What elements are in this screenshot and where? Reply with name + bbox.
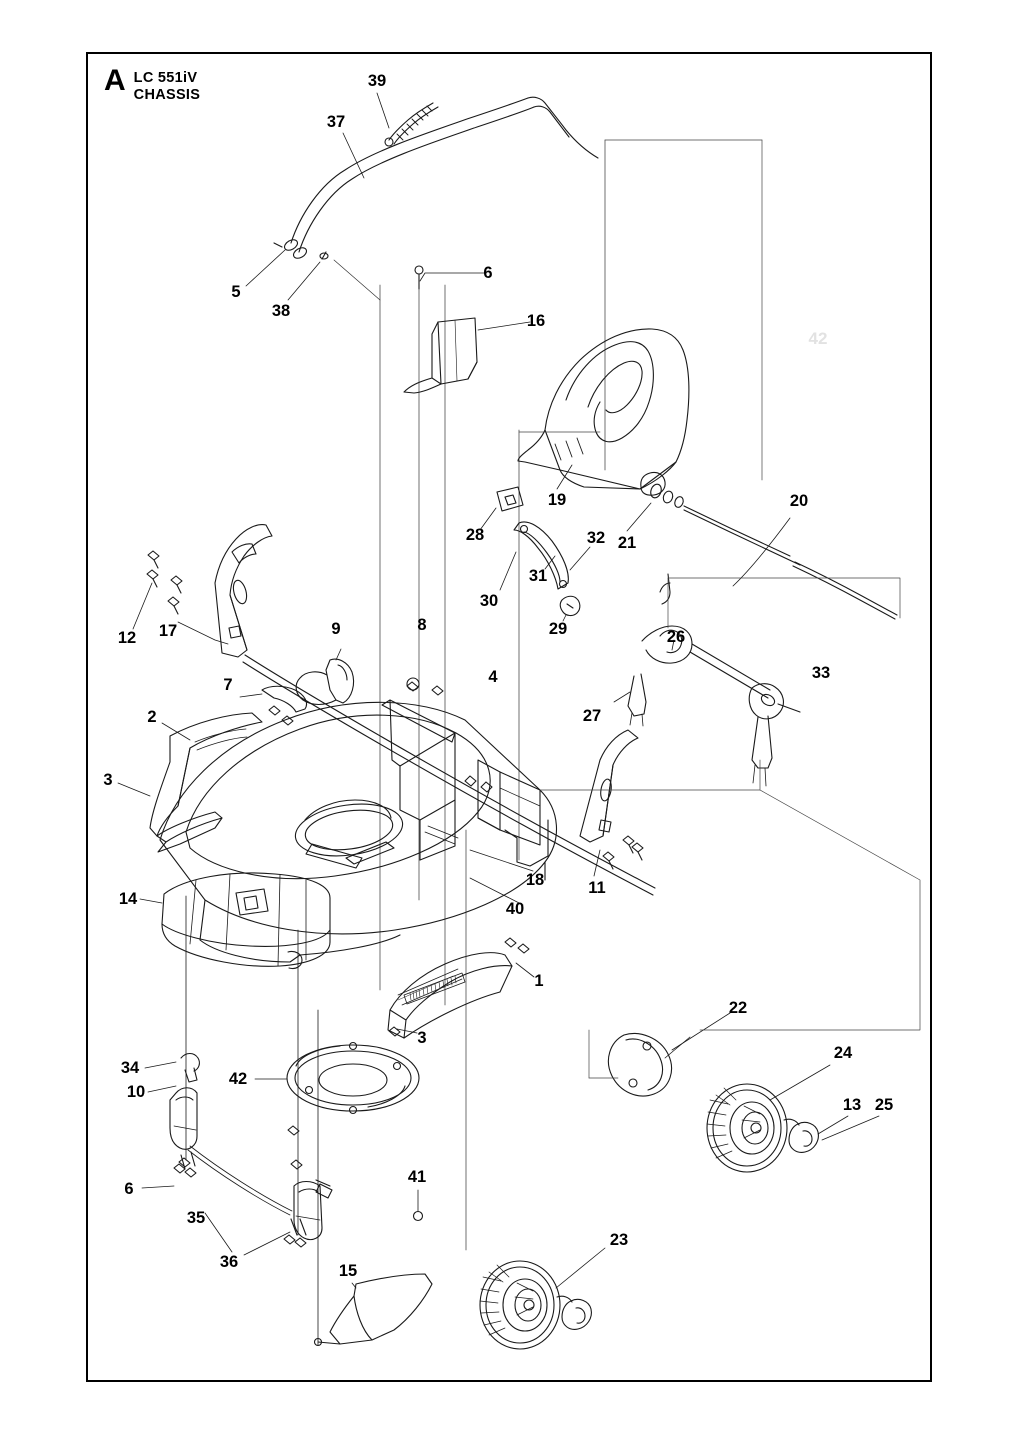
callout-5: 5 [231, 283, 241, 301]
callout-18: 18 [525, 871, 545, 889]
callout-42: 42 [228, 1070, 248, 1088]
title-block [104, 66, 200, 104]
callout-40: 40 [505, 900, 525, 918]
title-lines [134, 70, 201, 104]
callout-34: 34 [120, 1059, 140, 1077]
callout-22: 22 [728, 999, 748, 1017]
callout-31: 31 [528, 567, 548, 585]
section-letter: A [104, 64, 126, 97]
callout-14: 14 [118, 890, 138, 908]
callout-15: 15 [338, 1262, 358, 1280]
callout-37: 37 [326, 113, 346, 131]
callout-7: 7 [223, 676, 233, 694]
drawing-frame [86, 52, 932, 1382]
callout-32: 32 [586, 529, 606, 547]
callout-21: 21 [617, 534, 637, 552]
callout-6-bottom: 6 [124, 1180, 134, 1198]
callout-36: 36 [219, 1253, 239, 1271]
callout-17: 17 [158, 622, 178, 640]
callout-10: 10 [126, 1083, 146, 1101]
callout-2: 2 [147, 708, 157, 726]
callout-30: 30 [479, 592, 499, 610]
callout-28: 28 [465, 526, 485, 544]
watermark-number: 42 [808, 329, 828, 348]
callout-25: 25 [874, 1096, 894, 1114]
callout-16: 16 [526, 312, 546, 330]
callout-41: 41 [407, 1168, 427, 1186]
model-title: LC 551iV [133, 70, 198, 86]
callout-20: 20 [789, 492, 809, 510]
callout-35: 35 [186, 1209, 206, 1227]
callout-6-top: 6 [483, 264, 493, 282]
callout-9: 9 [331, 620, 341, 638]
callout-3-center: 3 [417, 1029, 427, 1047]
callout-11: 11 [588, 879, 606, 897]
callout-8: 8 [417, 616, 427, 634]
assembly-title: CHASSIS [133, 87, 201, 103]
callout-23: 23 [609, 1231, 629, 1249]
callout-33: 33 [811, 664, 831, 682]
callout-3-left: 3 [103, 771, 113, 789]
callout-1: 1 [534, 972, 544, 990]
callout-29: 29 [548, 620, 568, 638]
callout-27: 27 [582, 707, 602, 725]
callout-24: 24 [833, 1044, 853, 1062]
callout-26: 26 [666, 628, 686, 646]
callout-12: 12 [117, 629, 137, 647]
callout-13: 13 [842, 1096, 862, 1114]
callout-19: 19 [547, 491, 567, 509]
callout-4: 4 [488, 668, 498, 686]
callout-39: 39 [367, 72, 387, 90]
callout-38: 38 [271, 302, 291, 320]
